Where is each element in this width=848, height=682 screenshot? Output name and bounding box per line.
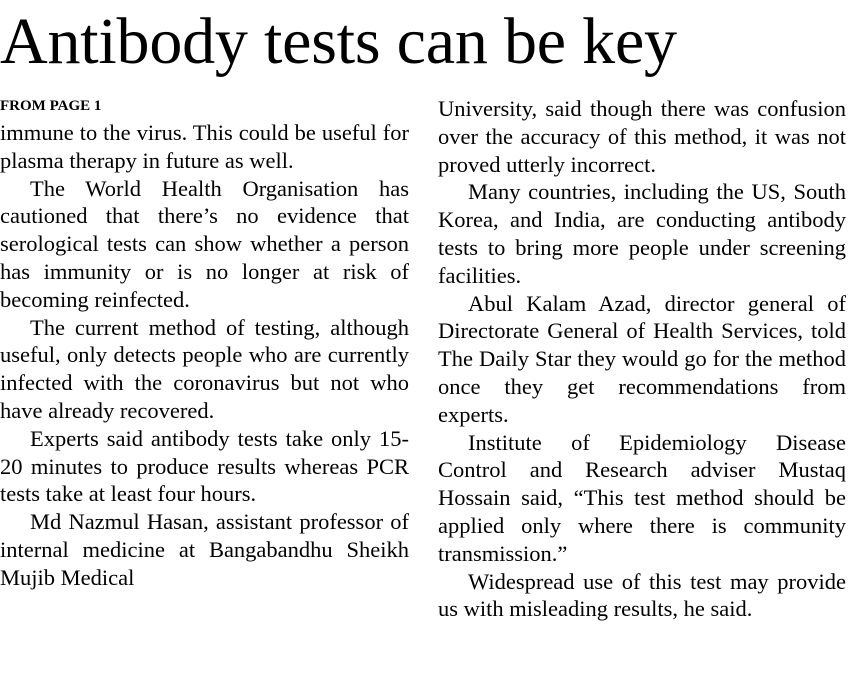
paragraph: immune to the virus. This could be useful for plasma therapy in future as well. xyxy=(0,120,409,173)
paragraph: The current method of testing, although useful, only detects people who are currently infected with the coronavirus but not who have already recovered. xyxy=(0,314,409,423)
article-column-left xyxy=(0,119,409,592)
paragraph: University, said though there was confusion over the accuracy of this method, it was not proved utterly incorrect. xyxy=(438,96,846,177)
paragraph: Abul Kalam Azad, director general of Directorate General of Health Services, told The Daily Star they would go for the method once they get recommendations from experts. xyxy=(438,290,846,427)
paragraph: Many countries, including the US, South Korea, and India, are conducting antibody tests to bring more people under screening facilities. xyxy=(438,179,846,288)
headline: Antibody tests can be key xyxy=(0,5,677,78)
paragraph: Md Nazmul Hasan, assistant professor of internal medicine at Bangabandhu Sheikh Mujib Medical xyxy=(0,509,409,590)
paragraph: Widespread use of this test may provide us with misleading results, he said. xyxy=(438,568,846,622)
paragraph: Experts said antibody tests take only 15-20 minutes to produce results whereas PCR tests take at least four hours. xyxy=(0,425,409,507)
continuation-label: FROM PAGE 1 xyxy=(0,98,102,114)
paragraph: The World Health Organisation has cautioned that there’s no evidence that serological tests can show whether a person has immunity or is no longer at risk of becoming reinfected. xyxy=(0,175,409,312)
paragraph: Institute of Epidemiology Disease Control and Research adviser Mustaq Hossain said, “This test method should be applied only where there is community transmission.” xyxy=(438,429,846,566)
article-column-right xyxy=(438,95,846,623)
